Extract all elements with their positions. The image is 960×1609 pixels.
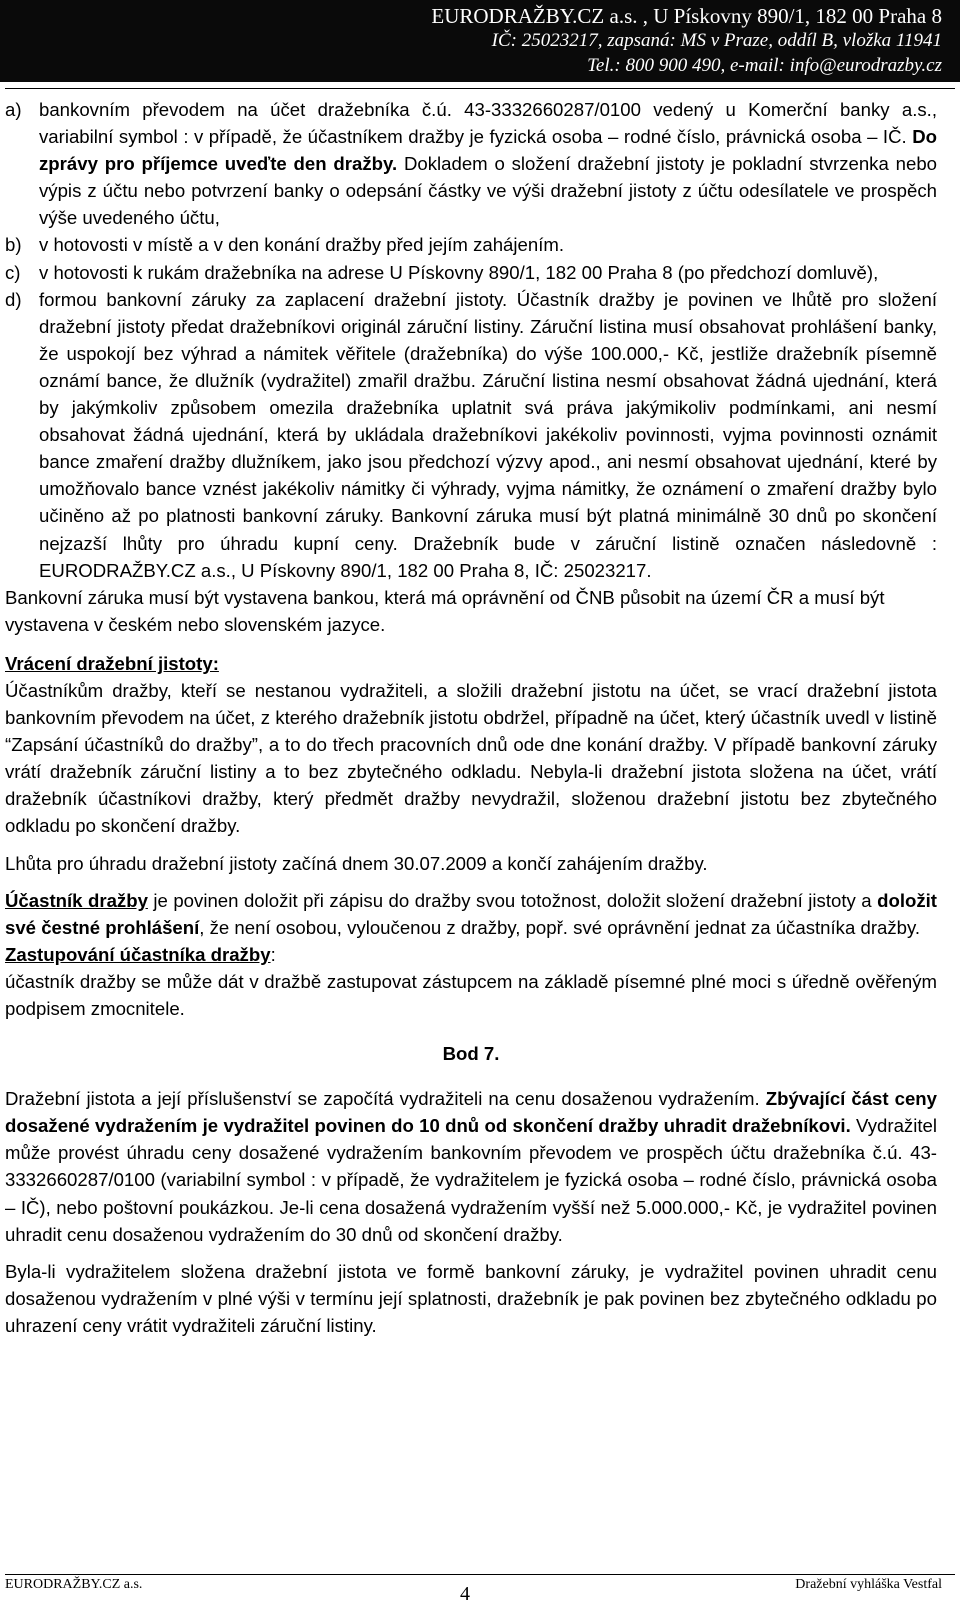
list-marker: b) [5, 234, 22, 256]
bod7-paragraph [5, 1085, 937, 1248]
footer-document-title: Dražební vyhláška Vestfal [795, 1577, 942, 1592]
letterhead-registration: IČ: 25023217, zapsaná: MS v Praze, oddíl B, vložka 11941 [491, 30, 942, 51]
participant-term: Účastník dražby [5, 889, 148, 911]
footer-divider [5, 1574, 955, 1575]
representation-heading [5, 941, 937, 968]
letterhead-company: EURODRAŽBY.CZ a.s. , U Pískovny 890/1, 182 00 Praha 8 [431, 4, 942, 28]
list-item-text: v hotovosti v místě a v den konání dražby před jejím zahájením. [39, 234, 565, 256]
list-item-b [5, 231, 937, 258]
section-title-text: Bod 7. [442, 1043, 500, 1065]
representation-paragraph: účastník dražby se může dát v dražbě zastupovat zástupcem na základě písemné plné moci s úředně ověřeným podpisem zmocnitele. [5, 970, 937, 1019]
section-title [5, 1040, 937, 1067]
bod7-paragraph-2: Byla-li vydražitelem složena dražební jistota ve formě bankovní záruky, je vydražitel povinen uhradit cenu dosaženou vydražením v plné výši v termínu její splatnosti, dražebník je pak povinen bez zbytečného odkladu po uhrazení ceny vrátit vydražiteli záruční listiny. [5, 1260, 937, 1336]
text-run: Vydražitel může provést úhradu ceny dosažené vydražením bankovním převodem ve prospěch účtu dražebníka č.ú. 43-3332660287/0100 (variabilní symbol : v případě, že vydražitelem je fyzická osoba – rodné číslo, právnická osoba – IČ), nebo poštovní poukázkou. Je-li cena dosažená vydražením vyšší než 5.000.000,- Kč, je vydražitel povinen uhradit cenu dosaženou vydražením do 30 dnů od skončení dražby. [5, 1115, 937, 1245]
text-run: , že není osobou, vyloučenou z dražby, popř. své oprávnění jednat za účastníka dražby. [199, 916, 921, 938]
text-run: Dražební jistota a její příslušenství se započítá vydražiteli na cenu dosaženou vydražením. [5, 1088, 766, 1110]
document-body [5, 96, 937, 1339]
letterhead-contact: Tel.: 800 900 490, e-mail: info@eurodrazby.cz [587, 55, 942, 76]
list-marker: a) [5, 99, 22, 120]
list-item-text: formou bankovní záruky za zaplacení dražební jistoty. Účastník dražby je povinen ve lhůtě pro složení dražební jistoty předat dražebníkovi originál záruční listiny. Záruční listina musí obsahovat prohlášení banky, že uspokojí bez výhrad a námitek věřitele (dražebníka) do výše 100.000,- Kč, jestliže dražebník písemně oznámí bance, že dlužník (vydražitel) zmařil dražbu. Záruční listina nesmí obsahovat žádná ujednání, která by jakýmkoliv způsobem omezila dražebníka uplatnit svá práva jakýmikoliv podmínkami, ani nesmí obsahovat žádná ujednání, která by ukládala dražebníkovi jakékoliv povinnosti, vyjma povinnosti oznámit bance zmaření dražby dlužníkem, jako jsou předchozí výzvy apod., ani nesmí obsahovat ujednání, které by umožňovalo bance vznést jakékoliv námitky či výhrady, vyjma námitky, že oznámení o zmaření dražby bylo učiněno až po platnosti bankovní záruky. Bankovní záruka musí být platná minimálně 30 dnů po skončení nejzazší lhůty pro úhradu kupní ceny. Dražebník bude v záruční listině označen následovně : EURODRAŽBY.CZ a.s., U Pískovny 890/1, 182 00 Praha 8, IČ: 25023217. [39, 288, 937, 581]
list-item-c [5, 259, 937, 286]
list-marker: d) [5, 288, 22, 310]
representation-heading-text: Zastupování účastníka dražby [5, 943, 271, 965]
page-number: 4 [460, 1583, 470, 1605]
list-item-a [5, 96, 937, 231]
list-item-d-continuation: Bankovní záruka musí být vystavena bankou, která má oprávnění od ČNB působit na území ČR a musí být vystavena v českém nebo slovenském jazyce. [5, 586, 885, 635]
refund-paragraph: Účastníkům dražby, kteří se nestanou vydražiteli, a složili dražební jistotu na účet, se vrací dražební jistota bankovním převodem na účet, z kterého dražebník jistotu obdržel, případně na účet, který účastník uvedl v listině “Zapsání účastníků do dražby”, a to do třech pracovních dnů ode dne konání dražby. V případě bankovní záruky vrátí dražebník záruční listiny a to bez zbytečného odkladu. Nebyla-li dražební jistota složena na účet, vrátí dražebník účastníkovi dražby, který předmět dražby nevydražil, složenou dražební jistotu bez zbytečného odkladu po skončení dražby. [5, 679, 937, 837]
list-item-text: v hotovosti k rukám dražebníka na adrese U Pískovny 890/1, 182 00 Praha 8 (po předchozí domluvě), [39, 261, 879, 283]
deadline-paragraph: Lhůta pro úhradu dražební jistoty začíná dnem 30.07.2009 a končí zahájením dražby. [5, 852, 708, 874]
declaration-term: doložit své čestné prohlášení [5, 889, 938, 938]
list-item-text [39, 96, 937, 231]
footer-company: EURODRAŽBY.CZ a.s. [5, 1577, 143, 1592]
header-divider [5, 88, 955, 89]
bold-obligation: Zbývající část ceny dosažené vydražením je vydražitel povinen do 10 dnů od skončení dražby uhradit dražebníkovi. [5, 1088, 937, 1137]
refund-heading-text: Vrácení dražební jistoty: [5, 652, 219, 674]
text-run: Dokladem o složení dražební jistoty je pokladní stvrzenka nebo výpis z účtu nebo potvrzení banky o odepsání částky ve výši dražební jistoty z účtu odesílatele ve prospěch výše uvedeného účtu, [39, 153, 937, 229]
bold-instruction: Do zprávy pro příjemce uveďte den dražby. [39, 126, 937, 175]
list-marker: c) [5, 261, 21, 283]
refund-heading [5, 650, 937, 677]
list-item-d [5, 286, 937, 584]
heading-colon: : [270, 943, 276, 965]
text-run: je povinen doložit při zápisu do dražby svou totožnost, doložit složení dražební jistoty a [147, 889, 878, 911]
participant-paragraph [5, 887, 937, 941]
text-run: bankovním převodem na účet dražebníka č.ú. 43-3332660287/0100 vedený u Komerční banky a.s., variabilní symbol : v případě, že účastníkem dražby je fyzická osoba – rodné číslo, právnická osoba – IČ. [39, 99, 937, 148]
letterhead [0, 0, 960, 82]
